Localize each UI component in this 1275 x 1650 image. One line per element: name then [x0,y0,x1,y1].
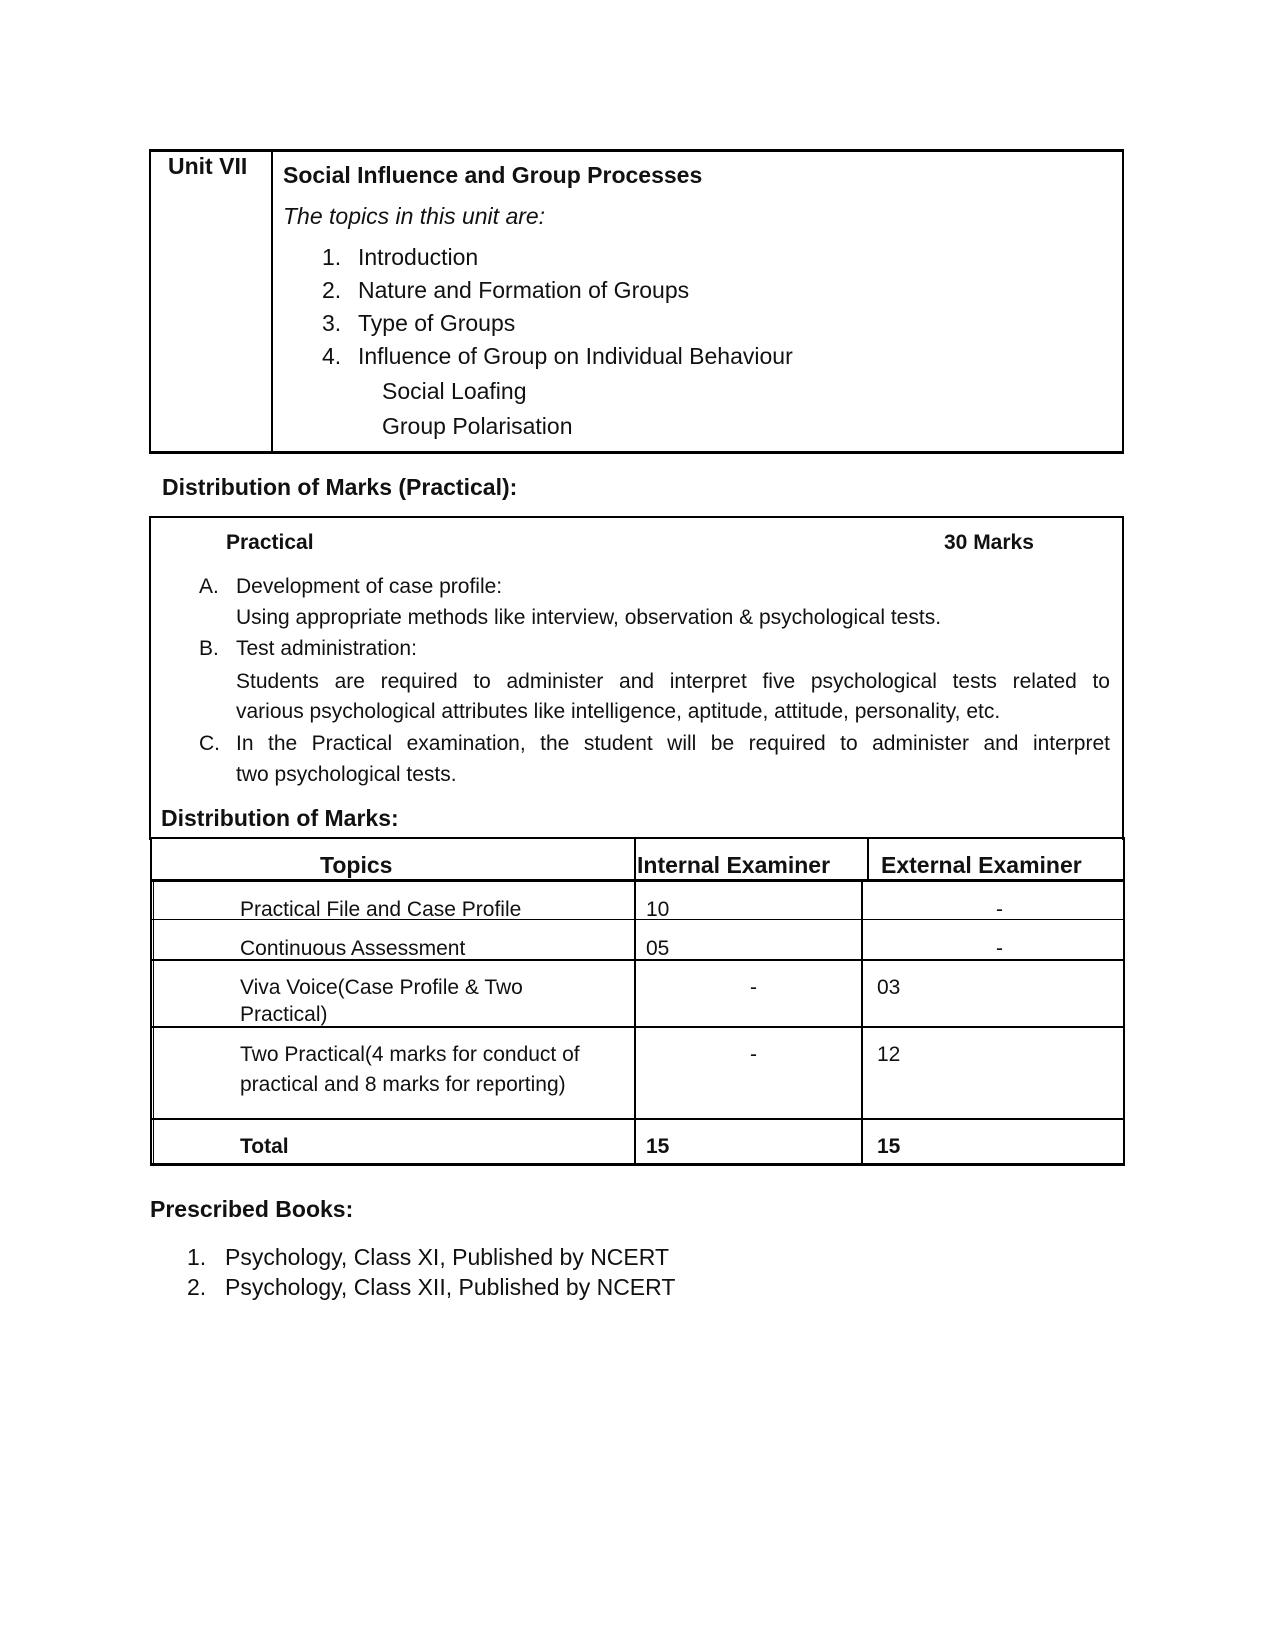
table-cell-topic: Practical) [240,1003,328,1026]
item-title: Test administration: [236,637,417,660]
column-header-external: External Examiner [881,852,1082,878]
book-title: Psychology, Class XII, Published by NCERT [225,1274,676,1300]
table-cell-internal: - [750,1043,757,1066]
table-rule [150,1163,1125,1166]
topic-number: 3. [322,310,342,336]
table-border [1123,837,1125,1166]
unit-title: Social Influence and Group Processes [283,162,703,188]
unit-label: Unit VII [168,153,248,179]
topic-item [0,310,1000,340]
table-border [150,837,152,1166]
subtopic-item: Social Loafing [382,378,527,404]
table-cell-topic: Continuous Assessment [240,937,466,960]
table-cell-internal: - [750,976,757,999]
item-letter: C. [199,732,220,755]
column-header-topics: Topics [320,852,393,878]
item-body: Using appropriate methods like interview, observation & psychological tests. [236,606,942,629]
book-number: 2. [187,1274,207,1300]
table-rule [150,879,1125,882]
item-body: various psychological attributes like intelligence, aptitude, attitude, personality, etc. [236,700,1001,723]
table-rule [150,1118,1125,1120]
item-body: Students are required to administer and interpret five psychological tests related to [236,670,1110,693]
table-cell-topic: Practical File and Case Profile [240,898,522,921]
table-cell-topic: Two Practical(4 marks for conduct of [240,1043,580,1066]
table-border [867,837,869,880]
practical-label: Practical [226,531,314,554]
topic-number: 1. [322,244,342,270]
item-letter: B. [199,637,219,660]
table-cell-topic: practical and 8 marks for reporting) [240,1073,566,1096]
unit-intro: The topics in this unit are: [283,203,546,229]
topic-text: Nature and Formation of Groups [358,277,690,303]
topic-text: Influence of Group on Individual Behaviour [358,343,793,369]
marks-heading: Distribution of Marks: [161,805,399,831]
table-total-external: 15 [877,1135,901,1158]
table-total-internal: 15 [646,1135,670,1158]
table-cell-internal: 10 [646,898,670,921]
table-cell-external: - [996,898,1003,921]
table-border [634,837,636,1166]
item-body: two psychological tests. [236,763,457,786]
table-border [861,881,863,1166]
topic-number: 2. [322,277,342,303]
table-cell-topic: Viva Voice(Case Profile & Two [240,976,523,999]
topic-item [0,277,1000,307]
topic-item [0,244,1000,274]
item-title: Development of case profile: [236,575,503,598]
table-cell-external: 03 [877,976,901,999]
practical-heading: Distribution of Marks (Practical): [162,474,518,500]
topic-item [0,343,1000,373]
table-border [153,881,154,1166]
table-rule [150,837,1125,839]
table-cell-external: - [996,937,1003,960]
subtopic-item: Group Polarisation [382,413,573,439]
topic-number: 4. [322,343,342,369]
practical-marks: 30 Marks [944,531,1034,554]
topic-text: Introduction [358,244,479,270]
column-header-internal: Internal Examiner [637,852,831,878]
table-cell-external: 12 [877,1043,901,1066]
books-heading: Prescribed Books: [150,1196,354,1222]
table-total-label: Total [240,1135,289,1158]
topic-text: Type of Groups [358,310,516,336]
book-title: Psychology, Class XI, Published by NCERT [225,1244,669,1270]
book-number: 1. [187,1244,207,1270]
item-body: In the Practical examination, the student will be required to administer and interpret [236,732,1110,755]
item-letter: A. [199,575,219,598]
table-cell-internal: 05 [646,937,670,960]
